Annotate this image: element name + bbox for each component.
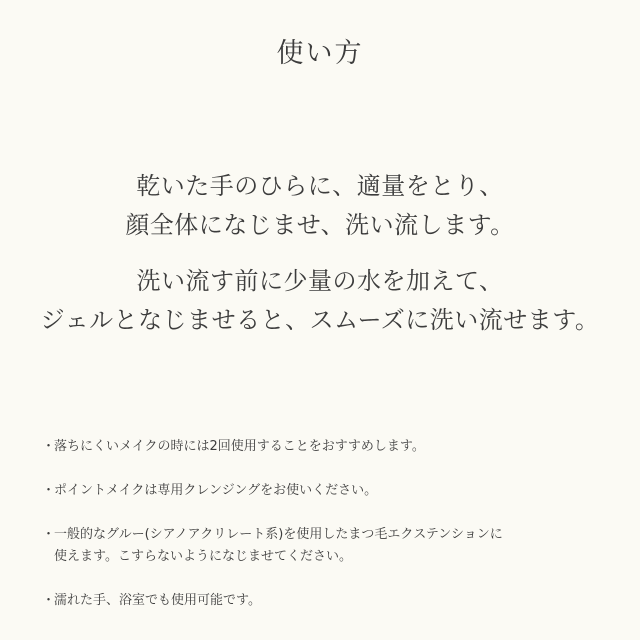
note-item: [42, 524, 622, 568]
note-text: ポイントメイクは専用クレンジングをお使いください。: [54, 483, 378, 498]
usage-line-2: 顔全体になじませ、洗い流します。: [125, 211, 515, 239]
note-item: [42, 480, 622, 502]
note-text: 一般的なグルー(シアノアクリレート系)を使用したまつ毛エクステンションに: [54, 527, 503, 542]
note-item: [42, 590, 622, 612]
tip-line-2: ジェルとなじませると、スムーズに洗い流せます。: [40, 306, 600, 334]
notes-list: [42, 436, 622, 634]
bullet-icon: ・: [42, 593, 56, 608]
note-text: 濡れた手、浴室でも使用可能です。: [54, 593, 261, 608]
bullet-icon: ・: [42, 527, 56, 542]
tip-line-1: 洗い流す前に少量の水を加えて、: [136, 267, 504, 295]
bullet-icon: ・: [42, 483, 56, 498]
usage-instructions: [0, 167, 640, 245]
usage-line-1: 乾いた手のひらに、適量をとり、: [136, 172, 504, 200]
bullet-icon: ・: [42, 439, 56, 454]
note-text: 落ちにくいメイクの時には2回使用することをおすすめします。: [54, 439, 425, 454]
note-item: [42, 436, 622, 458]
page-title: 使い方: [276, 38, 364, 69]
usage-tip: [0, 262, 640, 340]
note-text-continued: 使えます。こすらないようになじませてください。: [54, 549, 352, 564]
